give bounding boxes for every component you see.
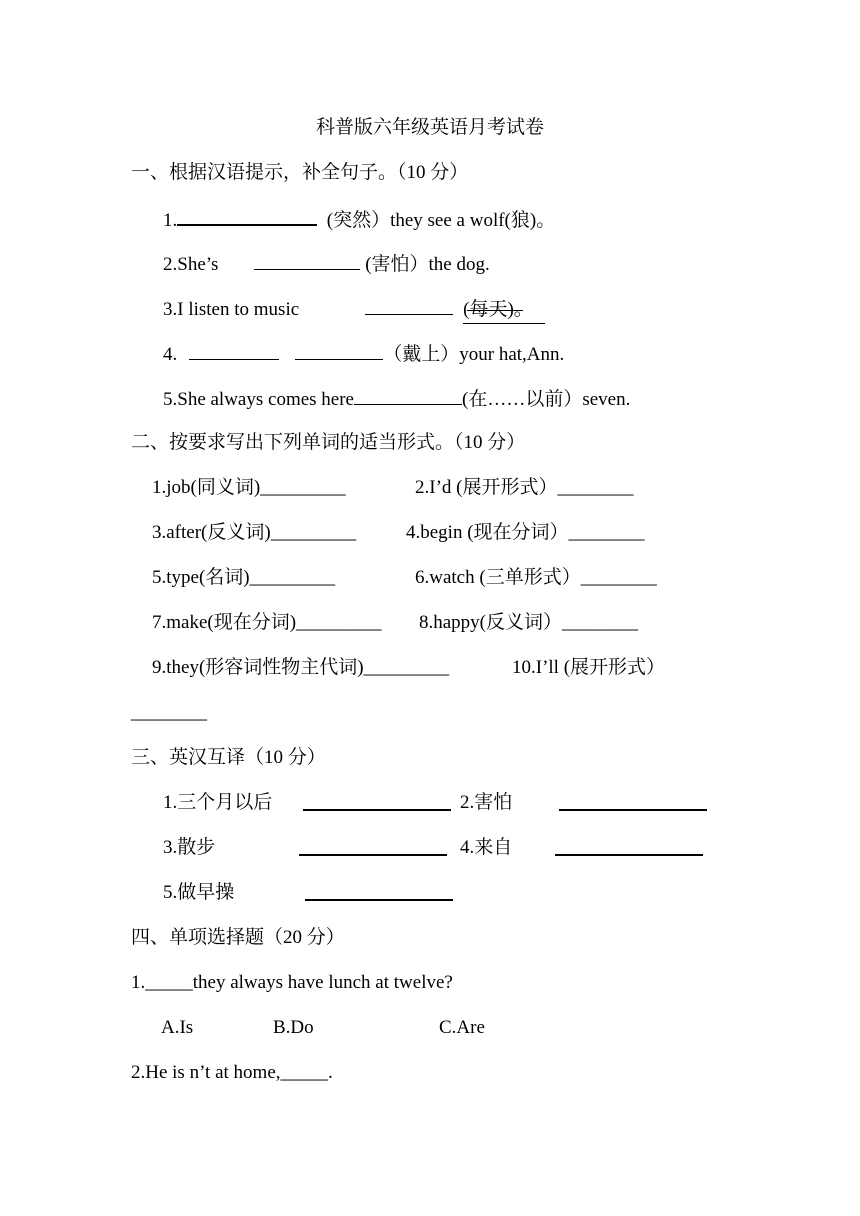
s3-blank-4-wrap — [555, 836, 703, 863]
question-text: 5.She always comes here — [163, 389, 354, 410]
s2-item-4: 4.begin (现在分词）________ — [406, 522, 645, 543]
s2-item-10: 10.I’ll (展开形式） — [512, 657, 666, 678]
question-text: (突然）they see a wolf(狼)。 — [317, 210, 556, 231]
s3-blank-5-wrap — [305, 881, 453, 908]
answer-blank[interactable] — [303, 791, 451, 811]
answer-blank[interactable] — [365, 296, 453, 315]
question-number: 4. — [163, 344, 178, 365]
s2-item-1: 1.job(同义词)_________ — [152, 477, 346, 498]
question-text: 3.I listen to music — [163, 299, 300, 320]
s4-question-1: 1._____they always have lunch at twelve? — [131, 972, 453, 993]
s2-item-3: 3.after(反义词)_________ — [152, 522, 357, 543]
s3-item-1: 1.三个月以后 — [163, 792, 273, 813]
answer-blank[interactable] — [254, 251, 360, 270]
question-text: （戴上）your hat,Ann. — [383, 344, 565, 365]
s3-blank-2-wrap — [559, 791, 707, 818]
s4-q1-option-a[interactable]: A.Is — [161, 1017, 194, 1038]
s4-q1-option-c[interactable]: C.Are — [439, 1017, 485, 1038]
section1-heading: 一、根据汉语提示，补全句子。（10 分） — [131, 162, 469, 183]
answer-blank[interactable] — [299, 836, 447, 856]
question-text: (在……以前）seven. — [462, 389, 631, 410]
s4-question-2: 2.He is n’t at home,_____. — [131, 1062, 333, 1083]
s2-trailing-blank[interactable]: ________ — [131, 702, 207, 723]
page-title: 科普版六年级英语月考试卷 — [315, 117, 544, 138]
s2-item-5: 5.type(名词)_________ — [152, 567, 336, 588]
s1-question-5 — [163, 386, 630, 412]
s3-blank-3-wrap — [299, 836, 447, 863]
s3-item-5: 5.做早操 — [163, 882, 235, 903]
section2-heading: 二、按要求写出下列单词的适当形式。（10 分） — [131, 432, 526, 453]
s2-item-9: 9.they(形容词性物主代词)_________ — [152, 657, 450, 678]
question-number: 1. — [163, 210, 178, 231]
answer-blank[interactable] — [555, 836, 703, 856]
s3-item-4: 4.来自 — [460, 837, 513, 858]
question-text: 2.She’s — [163, 254, 219, 275]
s2-item-7: 7.make(现在分词)_________ — [152, 612, 382, 633]
s3-item-2: 2.害怕 — [460, 792, 513, 813]
s1-question-1 — [163, 206, 555, 233]
answer-blank[interactable] — [189, 341, 279, 360]
question-text: (害怕）the dog. — [360, 254, 490, 275]
s1-question-4 — [163, 341, 564, 367]
section3-heading: 三、英汉互译（10 分） — [131, 747, 326, 768]
answer-blank[interactable] — [177, 206, 317, 226]
answer-blank[interactable] — [354, 386, 462, 405]
answer-blank[interactable] — [559, 791, 707, 811]
s1-question-3 — [163, 296, 533, 322]
s2-item-2: 2.I’d (展开形式）________ — [415, 477, 634, 498]
answer-blank[interactable] — [305, 881, 453, 901]
s2-item-6: 6.watch (三单形式）________ — [415, 567, 657, 588]
answer-blank[interactable] — [295, 341, 383, 360]
question-text: (每天)。 — [463, 299, 533, 320]
s3-blank-1-wrap — [303, 791, 451, 818]
s4-q1-option-b[interactable]: B.Do — [273, 1017, 314, 1038]
s2-item-8: 8.happy(反义词）________ — [419, 612, 639, 633]
s3-item-3: 3.散步 — [163, 837, 216, 858]
s1-question-2 — [163, 251, 490, 277]
section4-heading: 四、单项选择题（20 分） — [131, 927, 345, 948]
